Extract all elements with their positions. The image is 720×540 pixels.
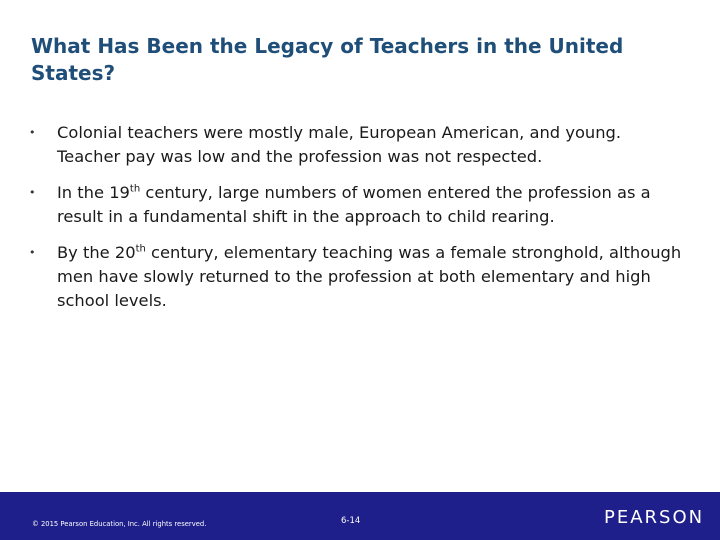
slide-title: What Has Been the Legacy of Teachers in the United States? [31,34,624,85]
bullet-text-start: In the 19 [57,183,130,202]
bullet-marker: • [29,246,36,259]
ordinal-superscript: th [129,183,141,195]
bullet-list [29,121,689,325]
bullet-item-20th-century [29,241,689,313]
footer-book-title: The Call to Teach: An Introduction to Teaching [32,481,224,491]
bullet-marker: • [29,126,36,139]
bullet-text-start: By the 20 [57,243,136,262]
footer-page-number: 6-14 [341,516,361,526]
bullet-text-end: century, large numbers of women entered the profession as a result in a fundamental shift in the approach to child rearing. [57,183,651,226]
bullet-item-colonial [29,121,689,169]
bullet-marker: • [29,186,36,199]
pearson-logo: PEARSON [604,507,705,528]
ordinal-superscript: th [135,243,146,255]
bullet-item-19th-century [29,181,689,229]
footer-book-citation [32,481,252,491]
bullet-text-end: century, elementary teaching was a female stronghold, although men have slowly returned to the profession at both elementary and high school levels. [57,243,682,310]
footer-copyright: © 2015 Pearson Education, Inc. All rights reserved. [32,520,207,528]
bullet-text: Colonial teachers were mostly male, European American, and young. Teacher pay was low and the profession was not respected. [57,123,622,166]
footer-book-author: , Lynch [223,481,253,491]
